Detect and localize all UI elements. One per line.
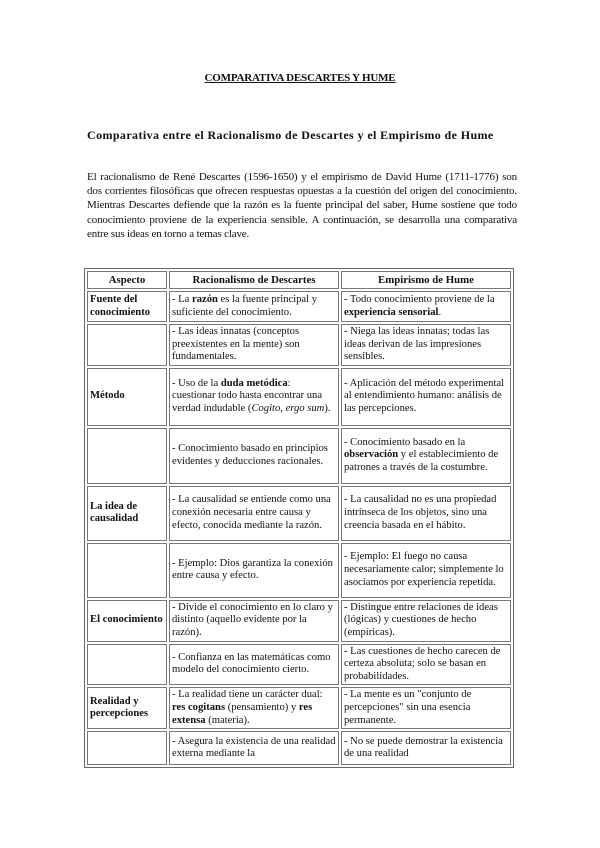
- table-row: [87, 731, 511, 765]
- table-header-row: [87, 271, 511, 289]
- table-row: [87, 543, 511, 598]
- cell-hume: - La mente es un "conjunto de percepciones" sin una esencia permanente.: [341, 687, 511, 729]
- comparison-table: [84, 268, 514, 768]
- header-descartes: Racionalismo de Descartes: [169, 271, 339, 289]
- header-hume: Empirismo de Hume: [341, 271, 511, 289]
- table-row: [87, 368, 511, 426]
- table-row: [87, 486, 511, 541]
- cell-aspect: [87, 644, 167, 686]
- section-subtitle: Comparativa entre el Racionalismo de Descartes y el Empirismo de Hume: [87, 128, 494, 142]
- cell-descartes: - Asegura la existencia de una realidad externa mediante la: [169, 731, 339, 765]
- cell-aspect: Fuente del conocimiento: [87, 291, 167, 322]
- intro-paragraph: El racionalismo de René Descartes (1596-1650) y el empirismo de David Hume (1711-1776) son dos corrientes filosóficas que ofrecen respuestas opuestas a la cuestión del origen del conocimiento. Mientras Descartes defiende que la razón es la fuente principal del saber, Hume sostiene que todo conocimiento proviene de la experiencia sensible. A continuación, se desarrolla una comparativa entre sus ideas en torno a temas clave.: [87, 171, 517, 240]
- cell-aspect: El conocimiento: [87, 600, 167, 642]
- cell-hume: - No se puede demostrar la existencia de una realidad: [341, 731, 511, 765]
- cell-descartes: - Ejemplo: Dios garantiza la conexión entre causa y efecto.: [169, 543, 339, 598]
- cell-descartes: - Divide el conocimiento en lo claro y distinto (aquello evidente por la razón).: [169, 600, 339, 642]
- cell-descartes: - Conocimiento basado en principios evidentes y deducciones racionales.: [169, 428, 339, 484]
- table-row: [87, 687, 511, 729]
- document-title: COMPARATIVA DESCARTES Y HUME: [204, 72, 396, 84]
- cell-hume: - La causalidad no es una propiedad intrínseca de los objetos, sino una creencia basada en el hábito.: [341, 486, 511, 541]
- cell-descartes: - La realidad tiene un carácter dual: res cogitans (pensamiento) y res extensa (materia).: [169, 687, 339, 729]
- cell-hume: - Conocimiento basado en la observación y el establecimiento de patrones a través de la costumbre.: [341, 428, 511, 484]
- table-row: [87, 644, 511, 686]
- cell-descartes: - Las ideas innatas (conceptos preexistentes en la mente) son fundamentales.: [169, 324, 339, 366]
- cell-aspect: [87, 324, 167, 366]
- cell-hume: - Las cuestiones de hecho carecen de certeza absoluta; solo se basan en probabilidades.: [341, 644, 511, 686]
- table-row: [87, 291, 511, 322]
- cell-hume: - Ejemplo: El fuego no causa necesariamente calor; simplemente lo asociamos por experiencia repetida.: [341, 543, 511, 598]
- table-row: [87, 428, 511, 484]
- cell-aspect: Método: [87, 368, 167, 426]
- cell-descartes: - Uso de la duda metódica: cuestionar todo hasta encontrar una verdad indudable (Cogito, ergo sum).: [169, 368, 339, 426]
- cell-aspect: [87, 731, 167, 765]
- cell-aspect: La idea de causalidad: [87, 486, 167, 541]
- cell-hume: - Niega las ideas innatas; todas las ideas derivan de las impresiones sensibles.: [341, 324, 511, 366]
- cell-hume: - Distingue entre relaciones de ideas (lógicas) y cuestiones de hecho (empíricas).: [341, 600, 511, 642]
- cell-hume: - Aplicación del método experimental al entendimiento humano: análisis de las percepciones.: [341, 368, 511, 426]
- cell-descartes: - La causalidad se entiende como una conexión necesaria entre causa y efecto, conocida mediante la razón.: [169, 486, 339, 541]
- cell-aspect: Realidad y percepciones: [87, 687, 167, 729]
- table-row: [87, 600, 511, 642]
- cell-descartes: - Confianza en las matemáticas como modelo del conocimiento cierto.: [169, 644, 339, 686]
- table-row: [87, 324, 511, 366]
- cell-aspect: [87, 428, 167, 484]
- cell-aspect: [87, 543, 167, 598]
- cell-hume: - Todo conocimiento proviene de la experiencia sensorial.: [341, 291, 511, 322]
- cell-descartes: - La razón es la fuente principal y suficiente del conocimiento.: [169, 291, 339, 322]
- header-aspect: Aspecto: [87, 271, 167, 289]
